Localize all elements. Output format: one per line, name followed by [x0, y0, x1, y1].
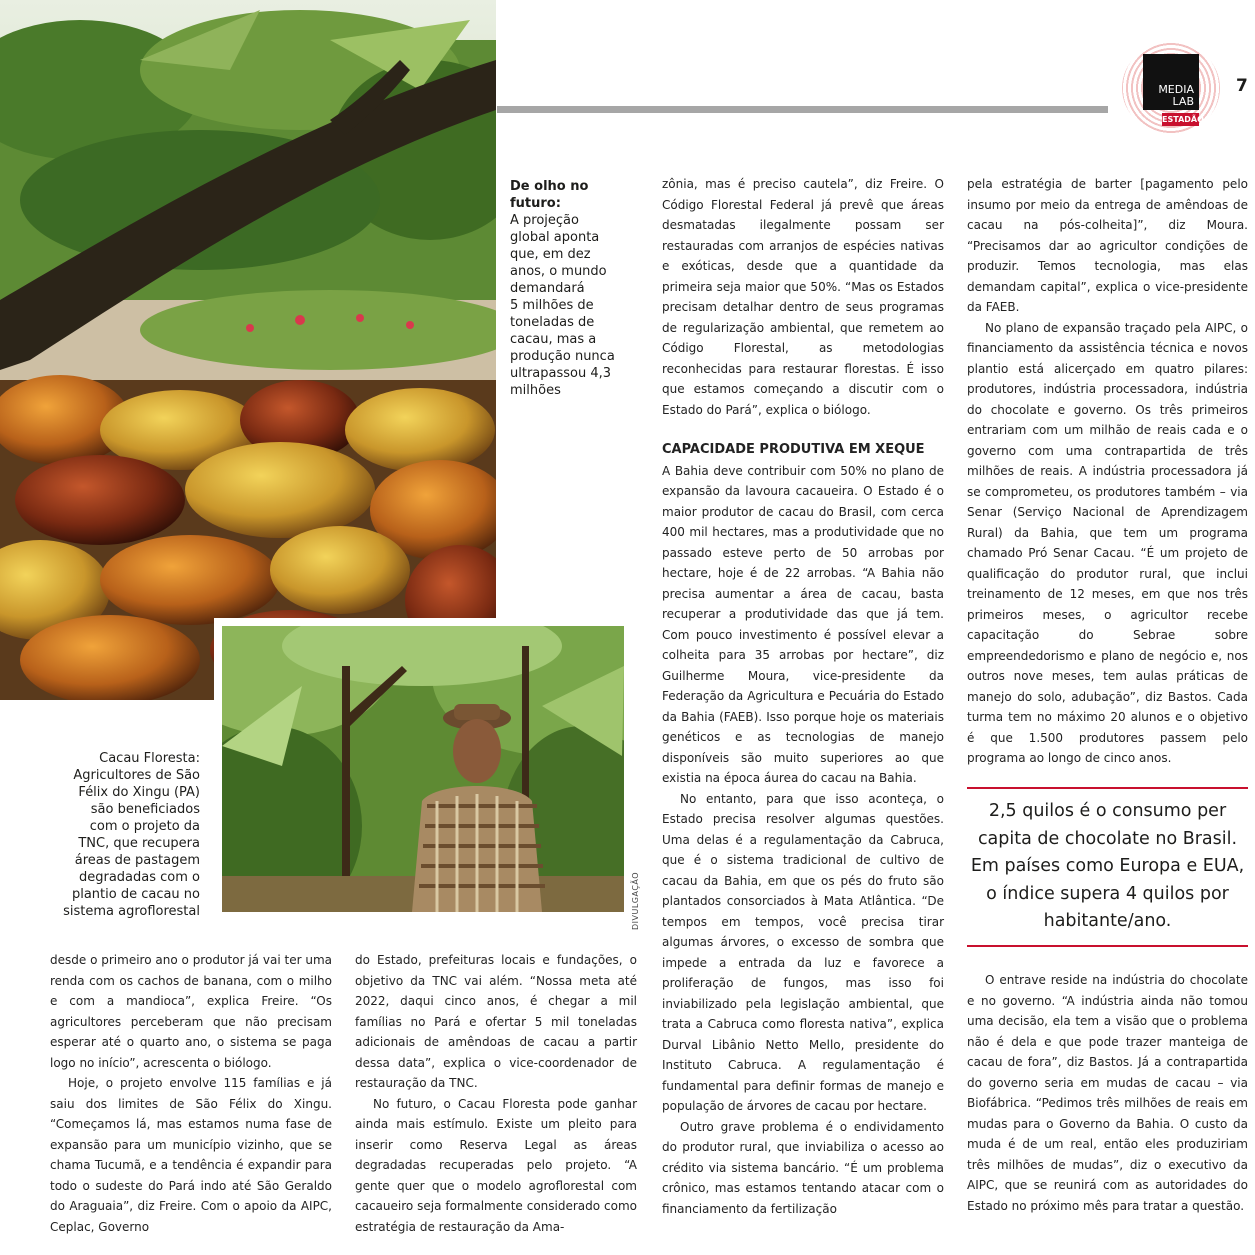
- photo-credit: DIVULGAÇÃO: [631, 871, 640, 930]
- future-caption-line: anos, o mundo: [510, 264, 607, 279]
- media-lab-logo: [1143, 54, 1199, 110]
- logo-line2: LAB: [1172, 95, 1194, 108]
- forest-caption-line: Agricultores de São: [73, 768, 200, 783]
- future-caption-line: produção nunca: [510, 349, 615, 364]
- future-caption-line: global aponta: [510, 230, 600, 245]
- article-paragraph: Outro grave problema é o endividamento do produtor rural, que inviabiliza o acesso ao crédito via sistema bancário. “É um problema crônico, mas estamos tentando atacar com o financiamento da fertilização: [662, 1119, 944, 1216]
- pull-quote-rule-top: [967, 787, 1248, 789]
- article-paragraph: No plano de expansão traçado pela AIPC, o financiamento da assistência técnica e novos plantio está alicerçado em quatro pilares: produtores, indústria processadora, indústria do chocolate e governo. Os três primeiros entrariam com um milhão de reais cada e o governo com uma contrapartida de três milhões de reais. A indústria processadora já se comprometeu, os produtores também – via Senar (Serviço Nacional de Aprendizagem Rural) da Bahia, que tem um programa chamado Pró Senar Cacau. “É um projeto de qualificação do produtor rural, que inclui treinamento de 12 meses, em que nos três primeiros meses, o agricultor recebe capacitação do Sebrae sobre empreendedorismo e plano de negócio e, nos outros nove meses, tem aulas práticas de manejo do solo, adubação”, diz Bastos. Cada turma tem no máximo 20 alunos e o objetivo é que 1.500 produtores passem pelo programa ao longo de cinco anos.: [967, 320, 1248, 765]
- logo-tag: ESTADÃO: [1162, 115, 1204, 124]
- logo-line1: MEDIA: [1158, 83, 1194, 96]
- page-number: 7: [1236, 76, 1248, 96]
- article-column-3: [662, 174, 944, 1219]
- article-paragraph: No futuro, o Cacau Floresta pode ganhar ainda mais estímulo. Existe um pleito para inserir como Reserva Legal as áreas degradadas recuperadas pelo projeto. “A gente quer que o modelo agroflorestal com cacaueiro seja formalmente considerado como estratégia de restauração da Ama-: [355, 1096, 637, 1234]
- forest-caption-line: Félix do Xingu (PA): [78, 785, 200, 800]
- future-caption-line: A projeção: [510, 213, 579, 228]
- future-caption-line: cacau, mas a: [510, 332, 597, 347]
- forest-caption-line: com o projeto da: [89, 819, 200, 834]
- pull-quote: 2,5 quilos é o consumo per capita de chocolate no Brasil. Em países como Europa e EUA, o índice supera 4 quilos por habitante/ano.: [970, 801, 1245, 931]
- farmer-photo-frame: [214, 618, 632, 920]
- future-caption-line: 5 milhões de: [510, 298, 594, 313]
- future-caption-line: milhões: [510, 383, 561, 398]
- future-caption-line: toneladas de: [510, 315, 595, 330]
- forest-caption: [44, 750, 200, 920]
- article-column-4-continued: [967, 970, 1248, 1216]
- forest-caption-line: plantio de cacau no: [71, 887, 200, 902]
- article-paragraph: O entrave reside na indústria do chocolate e no governo. “A indústria ainda não tomou uma decisão, ela tem a visão que o problema não é dela e que pode trazer manteiga de cacau de fora”, diz Bastos. Já a contrapartida do governo seria em mudas de cacau – via Biofábrica. “Pedimos três milhões de reais em mudas para o Governo da Bahia. O custo da muda é de um real, então eles produziriam três milhões de mudas”, diz o executivo da AIPC, que se reunirá com as autoridades do Estado no próximo mês para tratar a questão.: [967, 973, 1248, 1213]
- section-heading: CAPACIDADE PRODUTIVA EM XEQUE: [662, 442, 925, 457]
- forest-caption-line: degradadas com o: [78, 870, 200, 885]
- article-column-1: [50, 950, 332, 1237]
- header-rule: [497, 106, 1108, 113]
- pull-quote-rule-bottom: [967, 945, 1248, 947]
- forest-caption-line: áreas de pastagem: [74, 853, 200, 868]
- cocoa-pods-photo: [0, 0, 496, 700]
- future-caption-line: que, em dez: [510, 247, 591, 262]
- forest-caption-title: Cacau Floresta:: [99, 751, 200, 766]
- article-paragraph: zônia, mas é preciso cautela”, diz Freire. O Código Florestal Federal já prevê que áreas desmatadas ilegalmente possam ser restauradas com arranjos de espécies nativas e exóticas, desde que a quantidade da primeira seja maior que 50%. “Mas os Estados precisam detalhar dentro de seus programas de regularização ambiental, que remetem ao Código Florestal, as metodologias reconhecidas para restaurar florestas. É isso que estamos começando a discutir com o Estado do Pará”, explica o biólogo.: [662, 177, 944, 417]
- future-caption: [510, 178, 640, 399]
- article-paragraph: No entanto, para que isso aconteça, o Estado precisa resolver algumas questões. Uma delas é a regulamentação da Cabruca, que é o sistema tradicional de cultivo de cacau da Bahia, em que os pés do fruto são plantados consorciados à Mata Atlântica. “De tempos em tempos, você precisa tirar algumas árvores, o excesso de sombra que impede a entrada da luz e favorece a proliferação de fungos, mas isso foi inviabilizado pela legislação ambiental, que trata a Cabruca como floresta nativa”, explica Durval Libânio Netto Mello, presidente do Instituto Cabruca. A regulamentação é fundamental para definir formas de manejo e população de árvores de cacau por hectare.: [662, 791, 944, 1113]
- forest-caption-line: são beneficiados: [90, 802, 200, 817]
- future-caption-title: De olho no futuro:: [510, 179, 589, 211]
- article-column-2: [355, 950, 637, 1237]
- future-caption-line: demandará: [510, 281, 585, 296]
- article-paragraph: desde o primeiro ano o produtor já vai ter uma renda com os cachos de banana, com o milho e com a mandioca”, explica Freire. “Os agricultores perceberam que não precisam esperar até o quarto ano, o sistema se paga logo no início”, acrescenta o biólogo.: [50, 953, 332, 1070]
- article-paragraph: Hoje, o projeto envolve 115 famílias e já saiu dos limites de São Félix do Xingu. “Começamos lá, mas estamos numa fase de expansão para um município vizinho, que se chama Tucumã, e a tendência é expandir para todo o sudeste do Pará indo até São Geraldo do Araguaia”, diz Freire. Com o apoio da AIPC, Ceplac, Governo: [50, 1076, 332, 1234]
- future-caption-line: ultrapassou 4,3: [510, 366, 612, 381]
- article-column-4: [967, 174, 1248, 769]
- forest-caption-line: sistema agroflorestal: [63, 904, 200, 919]
- article-paragraph: pela estratégia de barter [pagamento pelo insumo por meio da entrega de amêndoas de cacau na pós-colheita]”, diz Moura. “Precisamos dar ao agricultor condições de produzir. Temos tecnologia, mas elas demandam capital”, explica o vice-presidente da FAEB.: [967, 177, 1248, 314]
- article-paragraph: do Estado, prefeituras locais e fundações, o objetivo da TNC vai além. “Nossa meta até 2022, daqui cinco anos, é chegar a mil famílias no Pará e ofertar 5 mil toneladas adicionais de amêndoas de cacau a partir dessa data”, explica o vice-coordenador de restauração da TNC.: [355, 953, 637, 1090]
- article-paragraph: A Bahia deve contribuir com 50% no plano de expansão da lavoura cacaueira. O Estado é o maior produtor de cacau do Brasil, com cerca 400 mil hectares, mas a produtividade que no passado esteve perto de 50 arrobas por hectare, hoje é de 22 arrobas. “A Bahia não precisa aumentar a área de cacau, basta recuperar a produtividade das que já tem. Com pouco investimento é possível elevar a colheita para 35 arrobas por hectare”, diz Guilherme Moura, vice-presidente da Federação da Agricultura e Pecuária do Estado da Bahia (FAEB). Isso porque hoje os materiais genéticos e as tecnologias de manejo disponíveis são muito superiores ao que existia na época áurea do cacau na Bahia.: [662, 463, 944, 785]
- farmer-photo: [222, 626, 624, 912]
- forest-caption-line: TNC, que recupera: [78, 836, 200, 851]
